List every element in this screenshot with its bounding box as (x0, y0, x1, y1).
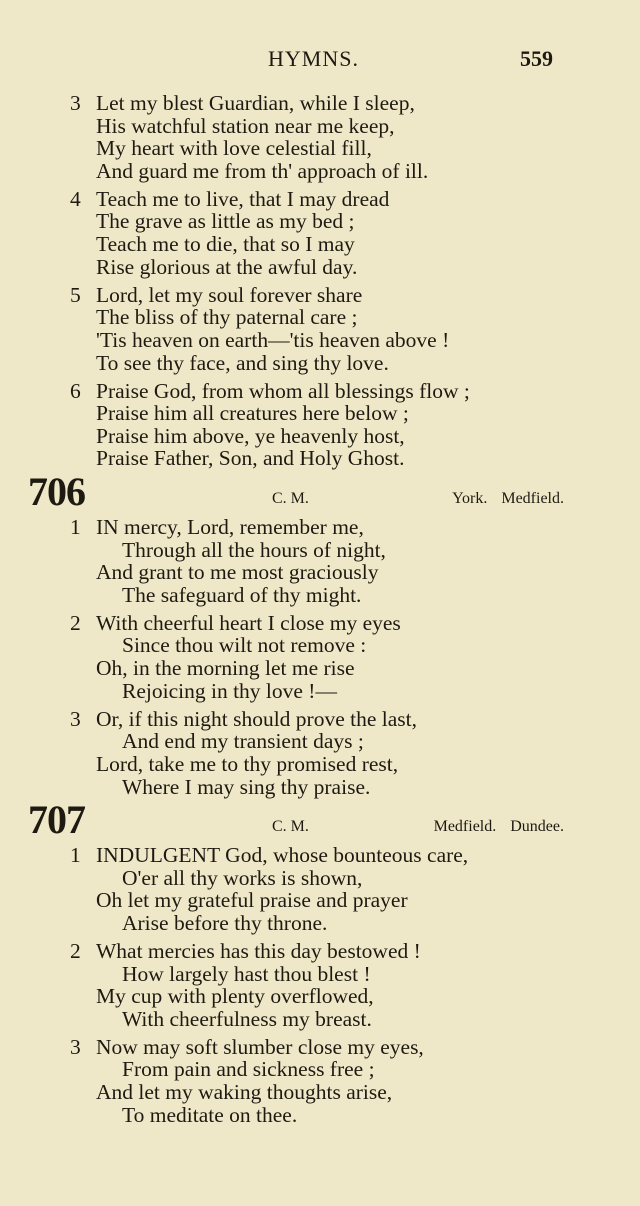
verse-line: And guard me from th' approach of ill. (96, 158, 429, 183)
verse-line: Lord, take me to thy promised rest, (96, 751, 399, 776)
verse-line: And let my waking thoughts arise, (96, 1080, 393, 1105)
verse-line: And end my transient days ; (122, 729, 364, 754)
stanza (0, 380, 640, 470)
verse-line: Rise glorious at the awful day. (96, 254, 358, 279)
verse-line: Praise Father, Son, and Holy Ghost. (96, 446, 405, 471)
verse-line: How largely hast thou blest ! (122, 961, 371, 986)
stanza (0, 1036, 640, 1126)
verse-line: Rejoicing in thy love !— (122, 678, 337, 703)
stanza-number: 6 (70, 378, 81, 403)
verse-line: Praise him all creatures here below ; (96, 401, 409, 426)
verse-line: What mercies has this day bestowed ! (96, 939, 421, 963)
stanza (0, 844, 640, 934)
verse-line: Since thou wilt not remove : (122, 633, 367, 658)
verse-line: To meditate on thee. (122, 1102, 298, 1127)
verse-line: Through all the hours of night, (122, 537, 386, 562)
verse-line: From pain and sickness free ; (122, 1057, 375, 1082)
hymn-content (0, 92, 640, 1132)
hymn-tunes: York. Medfield. (452, 490, 564, 507)
hymn-number: 707 (28, 797, 85, 843)
verse-line: My cup with plenty overflowed, (96, 984, 374, 1009)
verse-line: 'Tis heaven on earth—'tis heaven above ! (96, 327, 450, 352)
verse-line: And grant to me most graciously (96, 560, 379, 585)
stanza-number: 3 (70, 706, 81, 731)
verse-line: O'er all thy works is shown, (122, 865, 363, 890)
verse-line: Praise God, from whom all blessings flow ; (96, 378, 470, 403)
stanza (0, 516, 640, 606)
verse-line: The bliss of thy paternal care ; (96, 305, 358, 330)
verse-line: Oh let my grateful praise and prayer (96, 888, 408, 913)
verse-line: My heart with love celestial fill, (96, 136, 372, 161)
verse-line: With cheerfulness my breast. (122, 1006, 372, 1031)
hymn (0, 92, 640, 470)
verse-line: With cheerful heart I close my eyes (96, 610, 401, 635)
verse-line: IN mercy, Lord, remember me, (96, 515, 364, 539)
stanza-number: 3 (70, 91, 81, 115)
stanza-number: 1 (70, 515, 81, 539)
verse-line: Praise him above, ye heavenly host, (96, 423, 405, 448)
stanza (0, 284, 640, 374)
hymn-header (0, 469, 640, 514)
stanza-number: 4 (70, 186, 81, 211)
hymn (0, 797, 640, 1127)
verse-line: Teach me to die, that so I may (96, 232, 355, 257)
stanza-number: 2 (70, 610, 81, 635)
verse-line: Teach me to live, that I may dread (96, 186, 390, 211)
verse-line: The grave as little as my bed ; (96, 209, 355, 234)
stanza-number: 5 (70, 282, 81, 307)
page-number: 559 (520, 46, 553, 71)
stanza (0, 940, 640, 1030)
verse-line: INDULGENT God, whose bounteous care, (96, 843, 469, 868)
hymn-meter: C. M. (272, 818, 309, 836)
stanza-number: 3 (70, 1034, 81, 1059)
hymn-meter: C. M. (272, 490, 309, 507)
running-title: HYMNS. (268, 46, 359, 71)
stanza-number: 2 (70, 939, 81, 963)
verse-line: Or, if this night should prove the last, (96, 706, 418, 731)
stanza (0, 188, 640, 278)
verse-line: Now may soft slumber close my eyes, (96, 1034, 424, 1059)
stanza-number: 1 (70, 843, 81, 868)
hymn (0, 469, 640, 799)
verse-line: To see thy face, and sing thy love. (96, 350, 389, 375)
stanza (0, 708, 640, 798)
stanza (0, 612, 640, 702)
verse-line: Arise before thy throne. (122, 910, 328, 935)
stanza (0, 92, 640, 182)
verse-line: Lord, let my soul forever share (96, 282, 363, 307)
verse-line: Let my blest Guardian, while I sleep, (96, 91, 415, 115)
hymn-tunes: Medfield. Dundee. (433, 818, 564, 836)
verse-line: Oh, in the morning let me rise (96, 656, 355, 681)
verse-line: The safeguard of thy might. (122, 582, 362, 607)
verse-line: Where I may sing thy praise. (122, 774, 371, 799)
verse-line: His watchful station near me keep, (96, 113, 395, 138)
hymn-header (0, 797, 640, 843)
hymn-number: 706 (28, 469, 85, 514)
